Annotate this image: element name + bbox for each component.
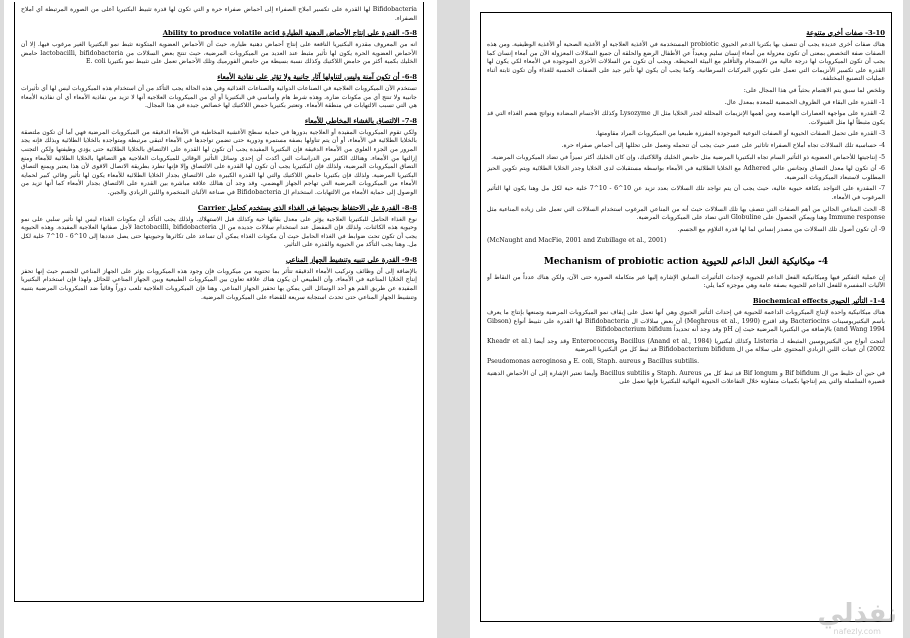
list-item: 1- القدرة على البقاء في الظروف الحمضية للمعدة بمعدل عال. [724,98,885,106]
paragraph: أنتجت أنواع من البكتيريوسين المثبطة لـ Listeria وكذلك لبكتيريا Bacillus (Anand et al., 1984) وEnterococcus وقد وجد أيضا (Kheadr et al. 2002) أن عينات اللبن الزبادي المحتوي على سلالة من ال Bifidobacterium bifidum قد ثبط كل من البكتيريا المرضية [487,337,885,354]
paragraph: Bifidobacteria لها القدرة على تكسير أملاح الصفراء إلى أحماض صفراء حرة و التي تكون لها قدرة تثبيط البكتيريا أعلى من الصورة المرتبطة أي أملاح الصفراء. [21,6,417,22]
paragraph: هناك صفات أخرى عديدة يجب أن تتصف بها بكتريا الدعم الحيوي probiotic المستخدمة في الأغذية العلاجية أو الأغذية الصحية أو الأغذية الوظيفية. ومن هذه الصفات صفة التخصص بمعنى أن تكون معزولة من أمعاء إنسان سليم وبعيداً عن الأطفال الرضع والحلقة أن جميع السلالات المعزولة الآن من أمعاء إنسان كما يجب أن تكون الميكروبات لها درجة عالية من الانسجام والتأقلم مع البيئة المحيطة. ويجب أن تكون من السلالات الأخرى الموجودة في الأمعاء لكي يكون لها القدرة على تكسير الأنزيمات التي تعمل على تكوين المركبات السرطانية. وكما يجب أن يكون لها تأثير جيد على الصفات الحسية للغذاء وأن تكون ثابتة أثناء عمليات التصنيع المختلفة. [487,41,885,83]
list-item: 7- المقدرة على التواجد بكثافة حيوية عالية، حيث يجب أن يتم تواجد تلك السلالات بعدد تزيد عن 10^6 - 10^7 خلية حية لكل مل وهنا يكون لها التأثير المرغوب في الأمعاء. [487,185,885,201]
watermark-url: nafezly.com [833,627,881,636]
list-item: 8- الحث المناعي الحالي من أهم الصفات التي تتصف بها تلك السلالات حيث أنه من المناعي المرغوب استخدام السلالات التي تعمل على زيادة المناعية مثل Immune response وهنا ويمكن الحصول على Globuline التي تضاد على الميكروبات المرضية. [487,205,885,222]
paragraph: تستخدم الآن الميكروبات العلاجية في الصناعات الدوائية والصناعات الغذائية وفي هذه الحالة يجب التأكد من أن استخدام هذه الميكروبات ليس لها أي تأثيرات جانبية ولا تنتج أي من مكونات ضارة. وهذه شرط هام وأساسي في البكتيريا أو أي من الميكروبات العلاجية أنها لا تزيد من نفاذية الأمعاء أي أن نفاذية الأمعاء هي التي تسبب الالتهابات في منطقة الأمعاء. وتعتبر بكتيريا حمض اللاكتيك لها خصائص جيدة في هذا المجال. [21,84,417,110]
paragraph: إن عملية التفكير فيها وميكانيكية الفعل الداعم للحيوية لإحداث التأثيرات السابق الإشارة إليها غير متكاملة الصورة حتى الآن، ولكن هناك عدداً من النقاط أو الآليات المفسرة للفعل الداعم للحيوية بصفة عامة وهي موجزة كما يلي: [487,273,885,290]
section-heading: 3-10- صفات أخرى متنوعة [806,29,885,37]
page-content [21,6,417,597]
citation: (McNaught and MacFie, 2001 and Zubillage et al., 2001) [487,237,667,245]
section-heading: 7-8- الالتصاق بالغشاء المخاطي للأمعاء [304,116,417,125]
section-heading: 5-8- القدرة على إنتاج الأحماض الدهنية الطيارة Ability to produce volatile acid [162,29,417,38]
subsection-heading: 1-4- التأثير الحيوي Biochemical effects [752,297,885,306]
list-item: 6- أن تكون لها معدل التصاق وتجانس عالي Adhered مع الخلايا الطلائية في الأمعاء بواسطة مستقبلات لدى الخلايا وجدر الخلايا الطلائية ويتم تكوين الحيز المطلوب لاستبعاد الميكروبات المرضية. [487,165,885,181]
section-heading: 6-8- أن تكون آمنة وليس لتناولها آثار جانبية ولا تؤثر على نفاذية الأمعاء [217,72,417,81]
document-page-left [4,0,437,638]
paragraph: بالإضافة إلى أن وظائف وتركيب الأمعاء الدقيقة تتأثر بما تحتويه من ميكروبات فإن وجود هذه الميكروبات يؤثر على الجهاز المناعي للجسم حيث إنها تحفز إنتاج الخلايا المناعية في الأمعاء. وأن الطبيعي أن يكون هناك علاقة تعاون بين الميكروبات الطبيعية وبين الجهاز المناعي للحائل ولهذا فإن استخدام البكتيريا المفيدة عن طريق الفم هو أحد الوسائل التي يمكن بها تحفيز الجهاز المناعي. وهنا فإن الميكروبات العلاجية تلعب دوراً وقائياً ضد الميكروبات المرضية بتنبيه وتنشيط الجهاز المناعي حتى تحدث استجابة سريعة للقضاء على الميكروبات المرضية. [21,267,417,301]
paragraph: ولكي تقوم الميكروبات المفيدة أو العلاجية بدورها في حماية سطح الأغشية المخاطية في الأمعاء الدقيقة من الميكروبات المرضية فهي أما أن تكون ملتصقة بالخلايا الطلائية في الأمعاء، أو أن يتم تناولها بصفة مستمرة ودورية حتى تضمن تواجدها في الأمعاء لتبقى مرتبطة ومتواجدة بالخلايا الطلائية وبذلك فإنه يجد المرور من الجزء العلوي من الأمعاء الدقيقة فإن البكتيريا المفيدة يجب أن تكون لها القدرة على الالتصاق بالخلايا الطلائية حتى يؤدي وظيفتها ولكن التجنب إزالتها من الأمعاء. وهنالك الكثير من الدراسات التي أكدت أن إحدى وسائل التأثير الوقائي للميكروبات العلاجية هو التصاقها بالخلايا الطلائية للأمعاء ومنع التصاق الميكروبات المرضية، ولذلك فإن البكتيريا يجب أن تكون لها القدرة على الالتصاق وإلا فإنها تطرد بطريقة الاتصال الاقوى لأن هذا يعتبر ويمنع التصاق البكتيريا المرضية. ولذلك فإن بكتيريا حامض اللاكتيك والتي لها القدرة الكبيرة على الالتصاق بجدار الخلايا الطلائية للأمعاء يكون لها تأثير وقائي كبير لحماية الأمعاء من الميكروبات المرضية التي تهاجم الجهاز الهضمي. وقد وجد أن هنالك علاقة مباشرة بين القدرة على الالتصاق بجدار الأمعاء كما أنها تزيد من الوصول إلى حماية الأمعاء من الالتهابات. استخدام ال Bifidobacteria في صناعة الألبان المتخمرة واللبن الزبادي والجبن. [21,128,417,196]
list-item: 5- إنتاجيتها للأحماض العضوية ذو التأثير السام تجاه البكتيريا المرضية مثل حامض الخليك واللاكتيك، وإن كان الخليك أكثر تميزاً في تضاد الميكروبات المرضية. [491,153,885,161]
document-page-right [470,0,903,638]
page-content [487,23,885,617]
list-item: 2- القدرة على مواجهة العصارات الهاضمة ومن أهمها الإنزيمات المحللة لجدر الخلايا مثل ال Lysozyme وكذلك الأجسام المضادة ونواتج هضم الغذاء التي قد يكون مثبطاً لها مثل الفينولات. [487,110,885,126]
section-heading: 9-8- القدرة على تنبيه وتنشيط الجهاز المناعي [285,255,417,264]
list-item: 3- القدرة على تحمل الصفات الحيوية أو الصفات النوعية الموجودة المفرزة طبيعيا من الميكروبات المراد مقاومتها. [595,130,885,138]
page-frame [480,12,892,622]
chapter-heading: 4- ميكانيكية الفعل الداعم للحيوية Mechanism of probiotic action [543,256,829,267]
paragraph: هناك ميكانيكية واحدة لإنتاج الميكروبات الداعمة للحيوية في إحداث التأثير الحيوي وهي أنها تعمل على إيقاف نمو الميكروبات المرضية وتمنعها بإنتاج ما يعرف باسم البكتيريوسينات Bacteriocins وقد اقترح (Meghrous et al., 1990) أن بعض سلالات ال Bifidobacteria لها القدرة على تثبيط أنواع (Gibson and Wang 1994) بالإضافة من البكتيريا المرضية حيث إن pH وقد وجد أنه تحديداً Bifidobacterium bifidum [487,309,885,334]
watermark [817,601,897,636]
watermark-logo: نفذلي [817,599,897,629]
species-list: Pseudomonas aeroginosa و E. coli, Staph. aureus و Bacillus subtilis. [487,358,700,366]
paragraph: انه من المعروف مقدرة البكتيريا النافعة على إنتاج أحماض دهنية طيارة، حيث أن الأحماض العضوية المتكونة تثبط نمو البكتيريا الغير مرغوب فيها. إلا أن الأحماض العضوية الحرة يكون لها تأثير مثبط عند العديد من الميكروبات المرضية، حيث تنتج بعض السلالات من lactobacilli, bifidobacteria حامض الخليك بكمية أكثر من حامض اللاكتيك وكذلك نسبة بسيطة من حامض الفورميك وتلك الأحماض تعمل على تثبيط نمو بكتيريا E. coli [21,41,417,66]
list-item: 4- حساسية تلك السلالات تجاه أملاح الصفراء تاتاثير على عسر حيث يجب أن تتحمله وتعمل على تحللها إلى أحماض صفراء حرة. [561,141,885,149]
list-item: 9- أن تكون أصول تلك السلالات من مصدر إنساني لما لها قدرة التلاؤم مع الجسم. [677,225,885,233]
list-intro: ونلخص لما سبق يتم الاهتمام بحثياً في هذا المجال على: [743,86,885,94]
page-frame [14,2,424,602]
paragraph: في حين أن خليط من ال Bif bifidum و Bif longum قد ثبط كل من Staph. Aureus و Bacillus subtilis وأيضا تعتبر الإشارة إلى أن الأحماض الدهنية قصيرة السلسلة والتي يتم إنتاجها بكميات متفاوتة خلال التفاعلات الحيوية النهائية للبكتيريا فإنها تعمل على [487,369,885,386]
paragraph: نوع الغذاء الحامل للبكتيريا العلاجية يؤثر على معدل بقائها حية وكذلك قبل الاستهلاك. ولذلك يجب التأكد أن مكونات الغذاء ليس لها تأثير سلبي على نمو وحيوية هذه الكائنات. ولذلك فإن المفضل عند استخدام سلالات جديدة من ال lactobacilli, bifidobacteria لأجل صفاتها العلاجية المفيدة. وهذه الحيوية يجب أن تكون تحت ضوابط في الغذاء الحامل حيث أن مكونات الغذاء يمكن أن تساعد على تكاثرها وحيويتها حتى يصل عددها إلى 10^6 - 10^7 خلية لكل مل. وهنا يجب التأكد من الحيوية والقدرة على التأثير. [21,215,417,249]
section-heading: 8-8- القدرة على الاحتفاظ بحيويتها في الغذاء الذي يستخدم كحامل Carrier [197,203,417,212]
